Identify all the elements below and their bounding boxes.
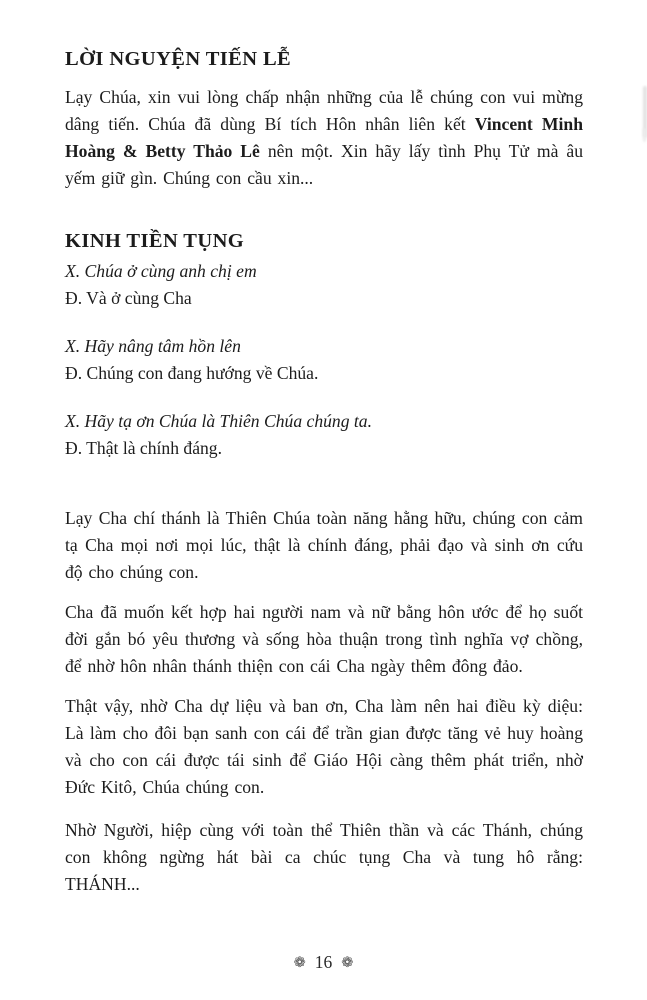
preface-paragraph: Nhờ Người, hiệp cùng với toàn thể Thiên thần và các Thánh, chúng con không ngừng hát bài ca chúc tụng Cha và tung hô rằng: THÁNH...: [65, 820, 583, 894]
versicle-response: Đ. Chúng con đang hướng về Chúa.: [65, 363, 319, 383]
versicle-pair: [65, 408, 583, 462]
offertory-text-pre: Lạy Chúa, xin vui lòng chấp nhận những của lễ chúng con vui mừng dâng tiến. Chúa đã dùng Bí tích Hôn nhân liên kết: [65, 87, 583, 134]
versicle-response: Đ. Thật là chính đáng.: [65, 438, 223, 458]
couple-names: Vincent Minh Hoàng & Betty Thảo Lê: [65, 114, 583, 161]
offertory-prayer-paragraph: [65, 84, 583, 192]
versicle-pair: [65, 333, 583, 387]
versicle-call: X. Chúa ở cùng anh chị em: [65, 261, 257, 281]
preface-paragraph: Lạy Cha chí thánh là Thiên Chúa toàn năng hằng hữu, chúng con cảm tạ Cha mọi nơi mọi lúc, thật là chính đáng, phải đạo và sinh ơn cứu độ cho chúng con.: [65, 508, 583, 582]
page-footer: [0, 952, 647, 973]
offertory-prayer-heading: LỜI NGUYỆN TIẾN LỄ: [65, 48, 292, 70]
florette-icon: ❁: [341, 955, 354, 971]
preface-prayer-block: [65, 505, 583, 898]
page-number: 16: [314, 952, 333, 972]
offertory-text-post: nên một. Xin hãy lấy tình Phụ Tử mà âu yếm giữ gìn. Chúng con cầu xin...: [65, 141, 583, 188]
florette-icon: ❁: [293, 955, 306, 971]
preface-paragraph: Thật vậy, nhờ Cha dự liệu và ban ơn, Cha làm nên hai điều kỳ diệu: Là làm cho đôi bạn sanh con cái để trần gian được tăng vẻ huy hoàng và cho con cái được tái sinh để Giáo Hội càng thêm phát triển, nhờ Đức Kitô, Chúa chúng con.: [65, 696, 583, 797]
versicle-call: X. Hãy tạ ơn Chúa là Thiên Chúa chúng ta.: [65, 411, 373, 431]
versicle-response: Đ. Và ở cùng Cha: [65, 288, 192, 308]
preface-paragraph: Cha đã muốn kết hợp hai người nam và nữ bằng hôn ước để họ suốt đời gắn bó yêu thương và sống hòa thuận trong tình nghĩa vợ chồng, để nhờ hôn nhân thánh thiện con cái Cha ngày thêm đông đảo.: [65, 602, 583, 676]
scan-edge-artifact: [643, 128, 646, 142]
preface-heading: KINH TIỀN TỤNG: [65, 230, 245, 252]
versicle-call: X. Hãy nâng tâm hồn lên: [65, 336, 241, 356]
versicle-pair: [65, 258, 583, 312]
